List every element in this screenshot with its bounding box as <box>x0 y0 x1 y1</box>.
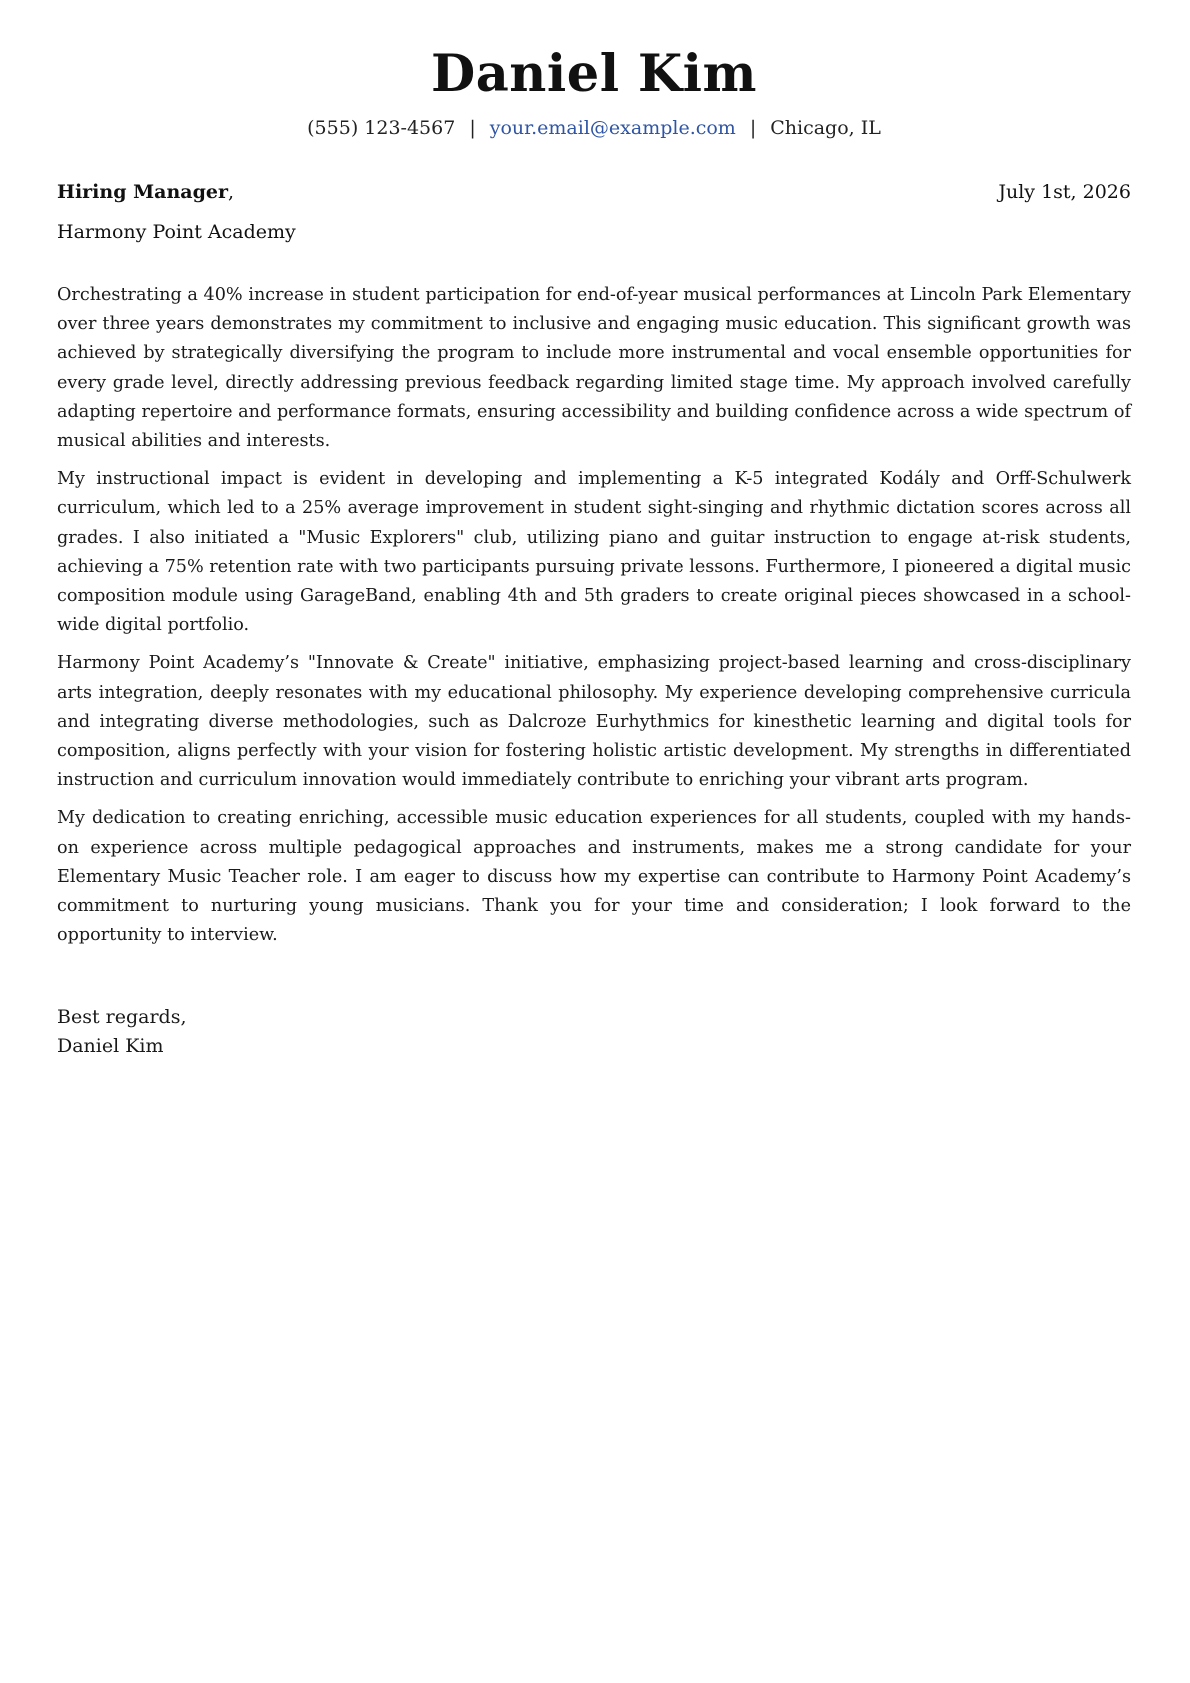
contact-line <box>57 115 1131 141</box>
closing-salutation: Best regards, <box>57 1006 187 1028</box>
recipient-comma: , <box>227 181 235 203</box>
letter-body <box>57 281 1131 959</box>
contact-separator: | <box>749 117 757 139</box>
body-paragraph-4: My dedication to creating enriching, accessible music education experiences for all students, coupled with my hands-on experience across multiple pedagogical approaches and instruments, makes me a strong candidate for your Elementary Music Teacher role. I am eager to discuss how my expertise can contribute to Harmony Point Academy’s commitment to nurturing young musicians. Thank you for your time and consideration; I look forward to the opportunity to interview. <box>57 808 1131 946</box>
recipient-company: Harmony Point Academy <box>57 221 296 243</box>
recipient-name-line <box>57 179 234 205</box>
letter-closing <box>57 1003 186 1061</box>
body-paragraph-1: Orchestrating a 40% increase in student participation for end-of-year musical performances at Lincoln Park Elementary over three years demonstrates my commitment to inclusive and engaging music education. This significant growth was achieved by strategically diversifying the program to include more instrumental and vocal ensemble opportunities for every grade level, directly addressing previous feedback regarding limited stage time. My approach involved carefully adapting repertoire and performance formats, ensuring accessibility and building confidence across a wide spectrum of musical abilities and interests. <box>57 285 1131 452</box>
body-paragraph-3: Harmony Point Academy’s "Innovate & Create" initiative, emphasizing project-based learning and cross-disciplinary arts integration, deeply resonates with my educational philosophy. My experience developing comprehensive curricula and integrating diverse methodologies, such as Dalcroze Eurhythmics for kinesthetic learning and digital tools for composition, aligns perfectly with your vision for fostering holistic artistic development. My strengths in differentiated instruction and curriculum innovation would immediately contribute to enriching your vibrant arts program. <box>57 653 1131 791</box>
location: Chicago, IL <box>770 117 881 139</box>
body-paragraph-2: My instructional impact is evident in developing and implementing a K-5 integrated Kodály and Orff-Schulwerk curriculum, which led to a 25% average improvement in student sight-singing and rhythmic dictation scores across all grades. I also initiated a "Music Explorers" club, utilizing piano and guitar instruction to engage at-risk students, achieving a 75% retention rate with two participants pursuing private lessons. Furthermore, I pioneered a digital music composition module using GarageBand, enabling 4th and 5th graders to create original pieces showcased in a school-wide digital portfolio. <box>57 469 1131 636</box>
applicant-name: Daniel Kim <box>431 44 757 104</box>
closing-signature: Daniel Kim <box>57 1035 164 1057</box>
recipient-row <box>57 179 1131 205</box>
email-link[interactable]: your.email@example.com <box>489 117 736 139</box>
letter-date: July 1st, 2026 <box>998 181 1131 203</box>
contact-separator: | <box>469 117 476 139</box>
recipient-name: Hiring Manager <box>57 181 228 203</box>
phone-number: (555) 123-4567 <box>307 117 456 139</box>
